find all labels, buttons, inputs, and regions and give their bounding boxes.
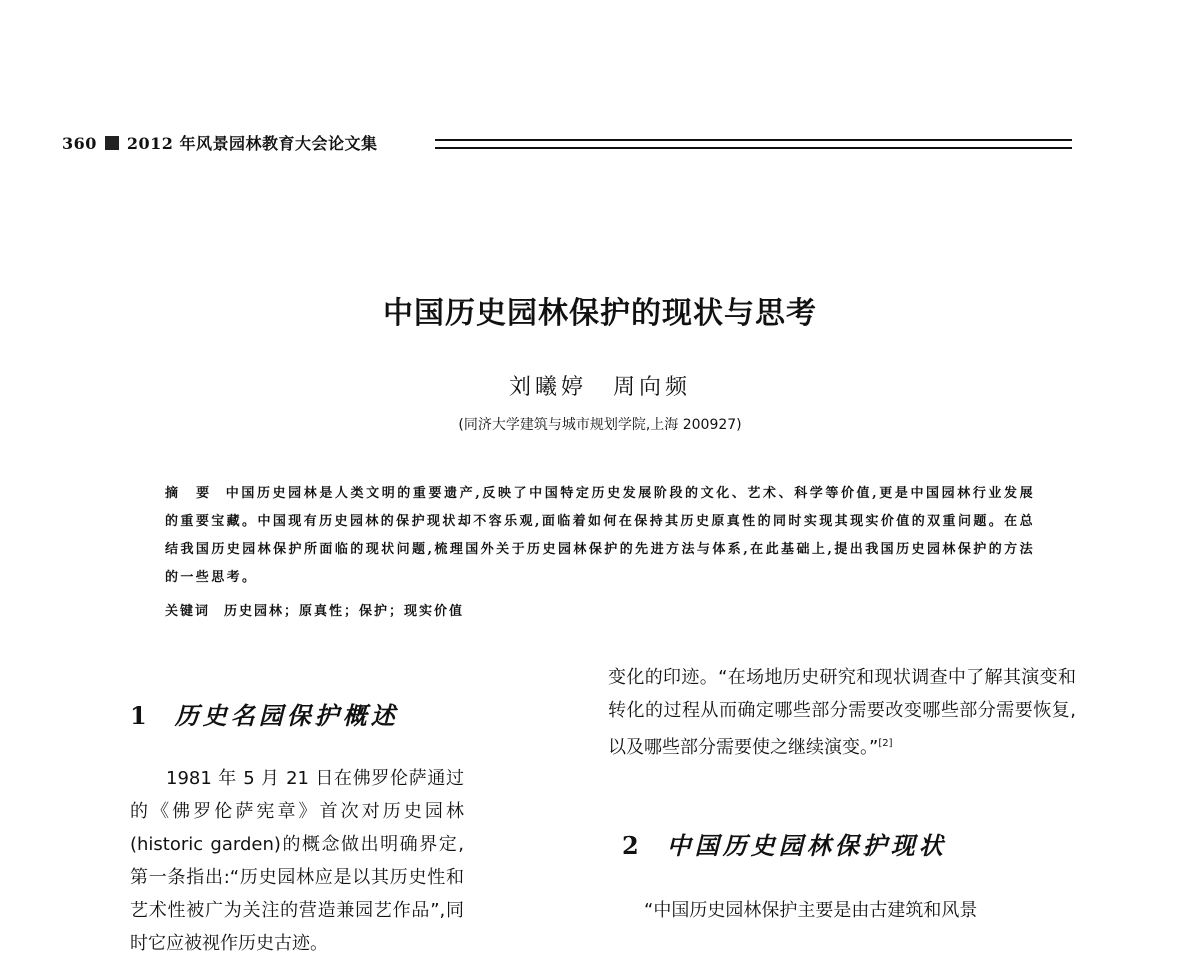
- authors: 刘曦婷 周向频: [508, 375, 691, 400]
- section-heading-1: [130, 696, 399, 731]
- abstract: [165, 480, 1035, 592]
- section-number: 2: [622, 831, 643, 860]
- keywords-text: 历史园林；原真性；保护；现实价值: [224, 604, 465, 619]
- section-heading-2: [622, 826, 947, 861]
- section-number: 1: [130, 701, 151, 730]
- paper-title: 中国历史园林保护的现状与思考: [383, 296, 817, 331]
- page-number: 360: [62, 134, 97, 153]
- section-title: 历史名园保护概述: [174, 701, 399, 730]
- abstract-label: 摘 要: [165, 486, 212, 501]
- abstract-text: 中国历史园林是人类文明的重要遗产,反映了中国特定历史发展阶段的文化、艺术、科学等价值,更是中国园林行业发展的重要宝藏。中国现有历史园林的保护现状却不容乐观,面临着如何在保持其历史原真性的同时实现其现实价值的双重问题。在总结我国历史园林保护所面临的现状问题,梳理国外关于历史园林保护的先进方法与体系,在此基础上,提出我国历史园林保护的方法的一些思考。: [165, 486, 1035, 585]
- section-2-body: [608, 894, 1076, 927]
- keywords: [165, 600, 464, 619]
- left-column: [130, 762, 464, 960]
- square-ornament-icon: [105, 136, 119, 150]
- right-column: [608, 661, 1076, 764]
- book-title: 2012 年风景园林教育大会论文集: [126, 134, 378, 153]
- header-double-rule: [435, 139, 1072, 149]
- section-2-paragraph: “中国历史园林保护主要是由古建筑和风景: [644, 900, 978, 921]
- affiliation: (同济大学建筑与城市规划学院,上海 200927): [458, 417, 742, 433]
- section-1-paragraph: 1981 年 5 月 21 日在佛罗伦萨通过的《佛罗伦萨宪章》首次对历史园林(historic garden)的概念做出明确界定,第一条指出:“历史园林应是以其历史性和艺术性被广为关注的营造兼园艺作品”,同时它应被视作历史古迹。: [130, 768, 464, 954]
- continuation-paragraph: [608, 661, 1076, 764]
- continuation-text: 变化的印迹。“在场地历史研究和现状调查中了解其演变和转化的过程从而确定哪些部分需要改变哪些部分需要恢复,以及哪些部分需要使之继续演变。”: [608, 667, 1076, 758]
- citation-ref: [2]: [878, 738, 893, 749]
- keywords-label: 关键词: [165, 604, 211, 619]
- running-head: [62, 131, 378, 154]
- section-title: 中国历史园林保护现状: [666, 831, 947, 860]
